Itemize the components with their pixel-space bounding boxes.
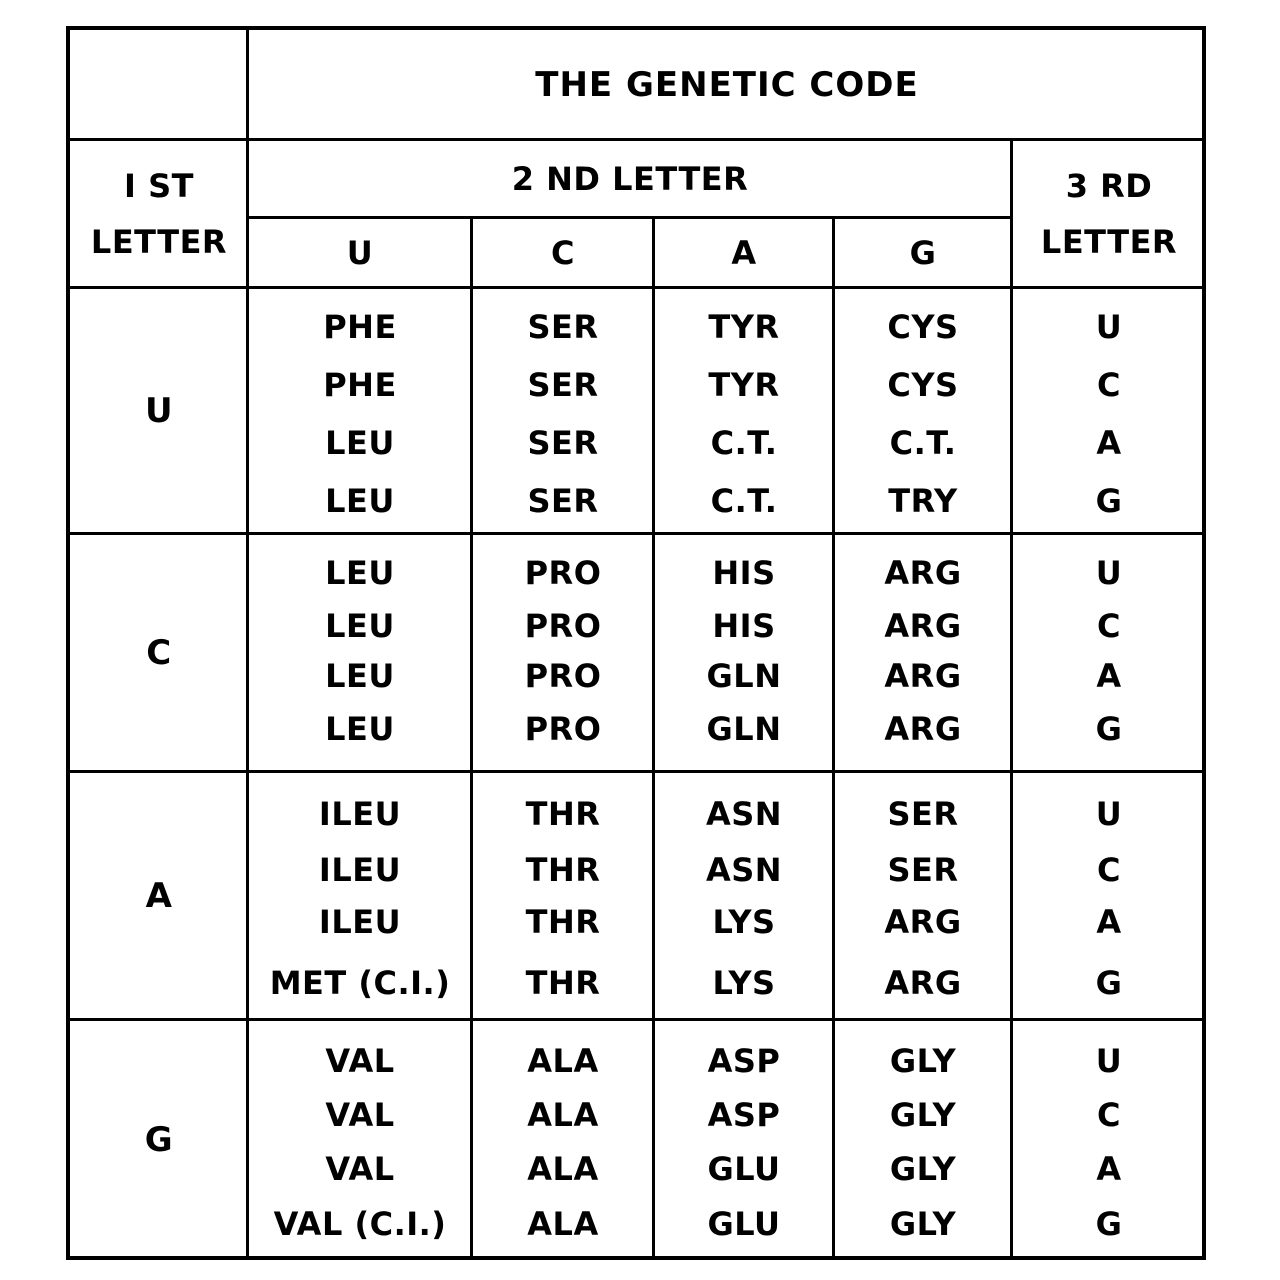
codon-cell: ARG bbox=[884, 657, 962, 695]
codon-cell: THR bbox=[525, 795, 601, 833]
codon-cell: ARG bbox=[884, 607, 962, 645]
codon-cell: ASN bbox=[705, 795, 783, 833]
codon-cell: PRO bbox=[524, 554, 602, 592]
codon-cell: ALA bbox=[527, 1096, 599, 1134]
third-letter-header-line2: LETTER bbox=[1040, 223, 1178, 261]
third-letter-cell: G bbox=[1095, 1205, 1123, 1243]
codon-cell: HIS bbox=[712, 554, 776, 592]
codon-cell: ARG bbox=[884, 710, 962, 748]
codon-cell: PHE bbox=[323, 366, 397, 404]
third-letter-cell: C bbox=[1097, 366, 1121, 404]
third-letter-cell: U bbox=[1095, 795, 1123, 833]
codon-cell: THR bbox=[525, 851, 601, 889]
codon-cell: MET (C.I.) bbox=[269, 964, 451, 1002]
first-letter-cell: G bbox=[144, 1120, 174, 1160]
third-letter-cell: U bbox=[1095, 308, 1123, 346]
codon-cell: VAL bbox=[325, 1042, 395, 1080]
first-letter-cell: U bbox=[144, 391, 174, 431]
codon-cell: SER bbox=[527, 308, 599, 346]
codon-cell: CYS bbox=[887, 308, 959, 346]
codon-cell: LEU bbox=[325, 554, 395, 592]
codon-cell: ASP bbox=[707, 1042, 781, 1080]
table-title: THE GENETIC CODE bbox=[535, 65, 919, 105]
third-letter-cell: G bbox=[1095, 710, 1123, 748]
codon-cell: LEU bbox=[325, 482, 395, 520]
second-letter-header: 2 ND LETTER bbox=[511, 160, 749, 198]
codon-cell: SER bbox=[887, 851, 959, 889]
codon-cell: GLY bbox=[889, 1205, 957, 1243]
codon-cell: LEU bbox=[325, 657, 395, 695]
third-letter-header bbox=[1012, 140, 1206, 288]
codon-cell: GLN bbox=[706, 657, 782, 695]
third-letter-cell: A bbox=[1096, 903, 1122, 941]
codon-cell: ARG bbox=[884, 964, 962, 1002]
codon-cell: PRO bbox=[524, 657, 602, 695]
third-letter-cell: C bbox=[1097, 851, 1121, 889]
codon-cell: SER bbox=[527, 424, 599, 462]
codon-cell: GLY bbox=[889, 1096, 957, 1134]
codon-cell: C.T. bbox=[710, 482, 778, 520]
codon-cell: GLU bbox=[707, 1150, 781, 1188]
third-letter-cell: C bbox=[1097, 1096, 1121, 1134]
codon-cell: ILEU bbox=[318, 795, 402, 833]
codon-cell: GLY bbox=[889, 1150, 957, 1188]
codon-cell: ILEU bbox=[318, 851, 402, 889]
codon-cell: C.T. bbox=[710, 424, 778, 462]
first-letter-header bbox=[70, 140, 248, 288]
third-letter-cell: A bbox=[1096, 424, 1122, 462]
third-letter-header-line1: 3 RD bbox=[1065, 167, 1153, 205]
first-letter-cell: C bbox=[146, 633, 172, 673]
codon-cell: GLY bbox=[889, 1042, 957, 1080]
codon-cell: LYS bbox=[712, 903, 776, 941]
codon-cell: ALA bbox=[527, 1042, 599, 1080]
first-letter-cell: A bbox=[145, 876, 173, 916]
codon-cell: LEU bbox=[325, 607, 395, 645]
second-letter-column-u: U bbox=[346, 234, 374, 272]
codon-cell: SER bbox=[527, 366, 599, 404]
divider bbox=[248, 216, 1012, 219]
codon-cell: C.T. bbox=[889, 424, 957, 462]
codon-cell: LYS bbox=[712, 964, 776, 1002]
codon-cell: ALA bbox=[527, 1150, 599, 1188]
codon-cell: PRO bbox=[524, 710, 602, 748]
codon-cell: LEU bbox=[325, 710, 395, 748]
first-letter-header-line1: I ST bbox=[124, 167, 194, 205]
codon-cell: PRO bbox=[524, 607, 602, 645]
codon-cell: SER bbox=[887, 795, 959, 833]
third-letter-cell: U bbox=[1095, 554, 1123, 592]
divider bbox=[70, 138, 1206, 141]
codon-cell: SER bbox=[527, 482, 599, 520]
codon-cell: HIS bbox=[712, 607, 776, 645]
codon-cell: PHE bbox=[323, 308, 397, 346]
codon-cell: THR bbox=[525, 903, 601, 941]
genetic-code-table bbox=[66, 26, 1206, 1260]
codon-cell: ASN bbox=[705, 851, 783, 889]
codon-cell: ASP bbox=[707, 1096, 781, 1134]
first-letter-header-line2: LETTER bbox=[90, 223, 228, 261]
codon-cell: CYS bbox=[887, 366, 959, 404]
codon-cell: GLU bbox=[707, 1205, 781, 1243]
codon-cell: VAL bbox=[325, 1150, 395, 1188]
codon-cell: VAL bbox=[325, 1096, 395, 1134]
third-letter-cell: G bbox=[1095, 482, 1123, 520]
codon-cell: TYR bbox=[708, 308, 780, 346]
third-letter-cell: A bbox=[1096, 657, 1122, 695]
codon-cell: TRY bbox=[888, 482, 958, 520]
codon-cell: VAL (C.I.) bbox=[273, 1205, 447, 1243]
second-letter-column-a: A bbox=[731, 234, 757, 272]
second-letter-column-g: G bbox=[909, 234, 937, 272]
codon-cell: TYR bbox=[708, 366, 780, 404]
codon-cell: ARG bbox=[884, 903, 962, 941]
third-letter-cell: A bbox=[1096, 1150, 1122, 1188]
codon-cell: ALA bbox=[527, 1205, 599, 1243]
codon-cell: LEU bbox=[325, 424, 395, 462]
third-letter-cell: U bbox=[1095, 1042, 1123, 1080]
codon-cell: ILEU bbox=[318, 903, 402, 941]
codon-cell: THR bbox=[525, 964, 601, 1002]
third-letter-cell: G bbox=[1095, 964, 1123, 1002]
codon-cell: ARG bbox=[884, 554, 962, 592]
codon-cell: GLN bbox=[706, 710, 782, 748]
third-letter-cell: C bbox=[1097, 607, 1121, 645]
second-letter-column-c: C bbox=[551, 234, 575, 272]
